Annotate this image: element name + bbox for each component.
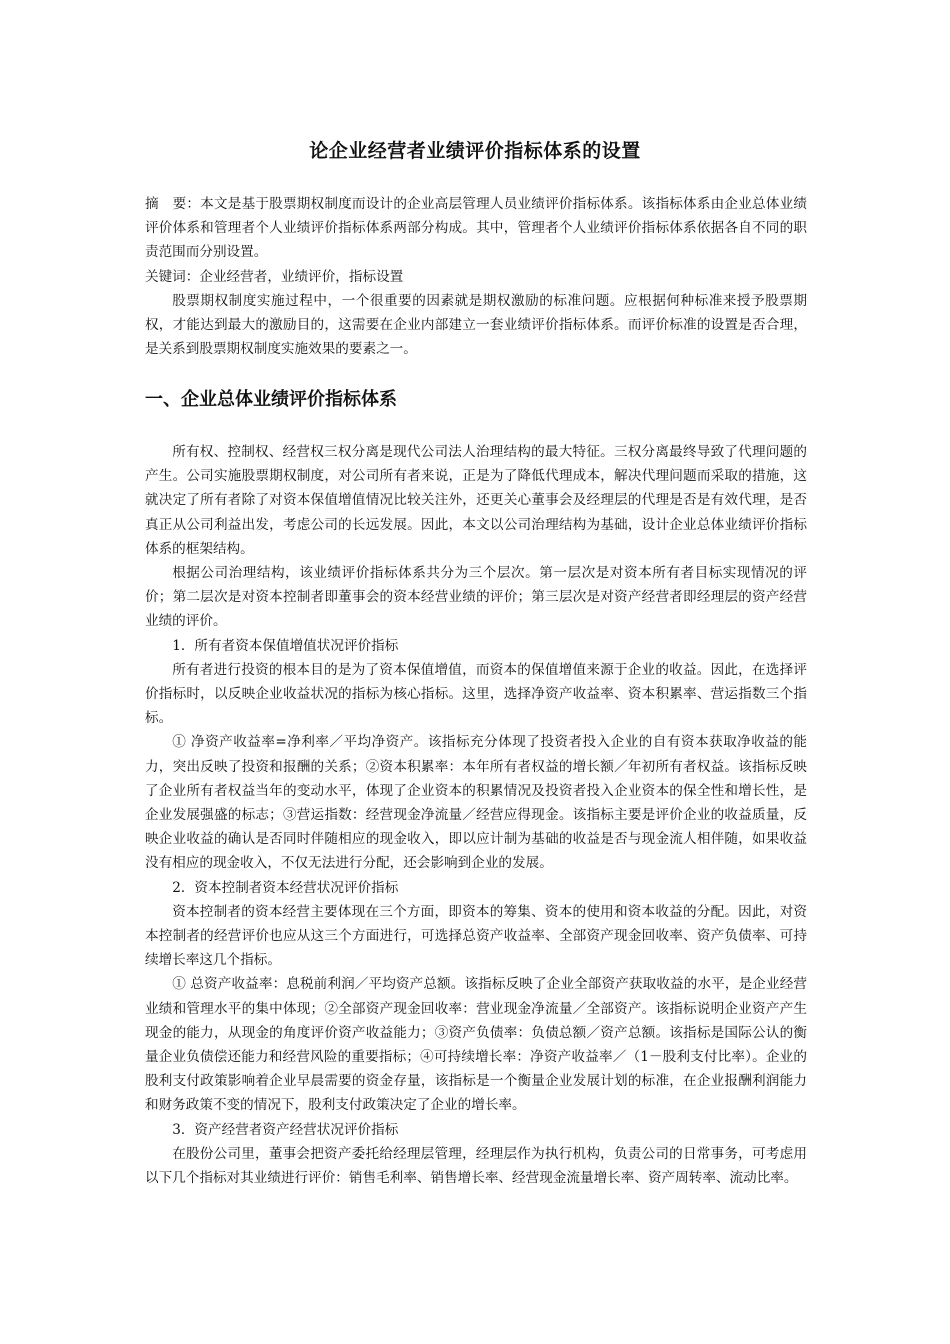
body-paragraph: 资本控制者的资本经营主要体现在三个方面，即资本的筹集、资本的使用和资本收益的分配。因此，对资本控制者的经营评价也应从这三个方面进行，可选择总资产收益率、全部资产现金回收率、资产负债率、可持续增长率这几个指标。 xyxy=(145,903,807,969)
abstract-paragraph: 摘 要：本文是基于股票期权制度而设计的企业高层管理人员业绩评价指标体系。该指标体系由企业总体业绩评价体系和管理者个人业绩评价指标体系两部分构成。其中，管理者个人业绩评价指标体系依据各自不同的职责范围而分别设置。 xyxy=(145,196,807,261)
abstract-block xyxy=(145,192,807,361)
body-paragraph: ① 净资产收益率=净利率／平均净资产。该指标充分体现了投资者投入企业的自有资本获取净收益的能力，突出反映了投资和报酬的关系；②资本积累率：本年所有者权益的增长额／年初所有者权益。该指标反映了企业所有者权益当年的变动水平，体现了企业资本的积累情况及投资者投入企业资本的保全性和增长性，是企业发展强盛的标志；③营运指数：经营现金净流量／经营应得现金。该指标主要是评价企业的收益质量，反映企业收益的确认是否同时伴随相应的现金收入，即以应计制为基础的收益是否与现金流人相伴随，如果收益没有相应的现金收入，不仅无法进行分配，还会影响到企业的发展。 xyxy=(145,734,807,872)
body-paragraph: 根据公司治理结构，该业绩评价指标体系共分为三个层次。第一层次是对资本所有者目标实现情况的评价；第二层次是对资本控制者即董事会的资本经营业绩的评价；第三层次是对资产经营者即经理层的资产经营业绩的评价。 xyxy=(145,565,807,630)
section-heading: 一、企业总体业绩评价指标体系 xyxy=(145,389,397,410)
intro-paragraph: 股票期权制度实施过程中，一个很重要的因素就是期权激励的标准问题。应根据何种标准来授予股票期权，才能达到最大的激励目的，这需要在企业内部建立一套业绩评价指标体系。而评价标准的设置是否合理，是关系到股票期权制度实施效果的要素之一。 xyxy=(145,292,807,358)
document-title: 论企业经营者业绩评价指标体系的设置 xyxy=(309,140,641,162)
subsection-heading: 1．所有者资本保值增值状况评价指标 xyxy=(172,637,399,654)
subsection-heading: 2．资本控制者资本经营状况评价指标 xyxy=(172,879,399,896)
section-body xyxy=(145,440,807,1190)
body-paragraph: 所有权、控制权、经营权三权分离是现代公司法人治理结构的最大特征。三权分离最终导致了代理问题的产生。公司实施股票期权制度，对公司所有者来说，正是为了降低代理成本，解决代理问题而采取的措施，这就决定了所有者除了对资本保值增值情况比较关注外，还更关心董事会及经理层的代理是否是有效代理，是否真正从公司利益出发，考虑公司的长远发展。因此，本文以公司治理结构为基础，设计企业总体业绩评价指标体系的框架结构。 xyxy=(145,444,807,557)
body-paragraph: 所有者进行投资的根本目的是为了资本保值增值，而资本的保值增值来源于企业的收益。因此，在选择评价指标时，以反映企业收益状况的指标为核心指标。这里，选择净资产收益率、资本积累率、营运指数三个指标。 xyxy=(145,661,807,727)
body-paragraph: 在股份公司里，董事会把资产委托给经理层管理，经理层作为执行机构，负责公司的日常事务，可考虑用以下几个指标对其业绩进行评价：销售毛利率、销售增长率、经营现金流量增长率、资产周转率、流动比率。 xyxy=(145,1145,807,1187)
subsection-heading: 3．资产经营者资产经营状况评价指标 xyxy=(172,1121,399,1138)
keywords-line: 关键词：企业经营者，业绩评价，指标设置 xyxy=(145,268,404,285)
body-paragraph: ① 总资产收益率：息税前利润／平均资产总额。该指标反映了企业全部资产获取收益的水平，是企业经营业绩和管理水平的集中体现；②全部资产现金回收率：营业现金净流量／全部资产。该指标说明企业资产产生现金的能力，从现金的角度评价资产收益能力；③资产负债率：负债总额／资产总额。该指标是国际公认的衡量企业负债偿还能力和经营风险的重要指标；④可持续增长率：净资产收益率／（1－股利支付比率）。企业的股利支付政策影响着企业早晨需要的资金存量，该指标是一个衡量企业发展计划的标准，在企业报酬利润能力和财务政策不变的情况下，股利支付政策决定了企业的增长率。 xyxy=(145,976,807,1114)
